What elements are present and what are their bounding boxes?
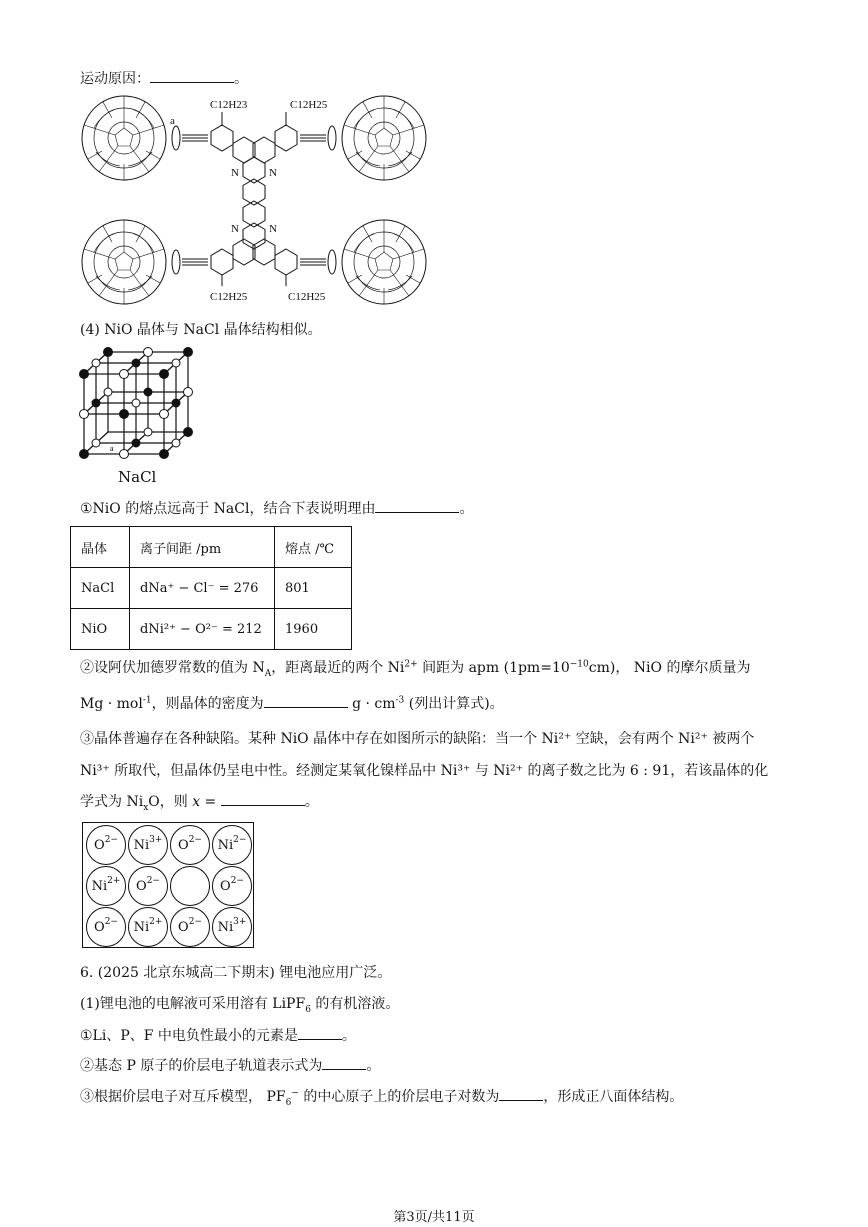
q6-sub2: ②基态 P 原子的价层电子轨道表示式为 。	[80, 1055, 380, 1075]
answer-blank[interactable]	[298, 1025, 342, 1040]
ion-symbol: O	[220, 878, 231, 894]
nacl-unit-cell-figure	[76, 346, 196, 462]
sub2-line2: Mg · mol$^{-1}$，则晶体的密度为 $g \cdot cm^{-3}$ (列出计算式)。	[80, 693, 504, 713]
ion-symbol: O	[94, 837, 105, 853]
ion-symbol: Ni	[133, 837, 150, 853]
ion-charge: 2−	[104, 835, 118, 845]
table-row: NaCl dNa⁺ − Cl⁻ = 276 801	[71, 568, 352, 609]
motion-reason-label: 运动原因：	[80, 71, 150, 87]
answer-blank[interactable]	[264, 693, 348, 708]
q6-sub3: ③根据价层电子对互斥模型， $PF_6^-$ 的中心原子上的价层电子对数为 ，形成正八面体结构。	[80, 1086, 683, 1108]
answer-blank[interactable]	[221, 791, 305, 806]
sub3-line1: ③晶体普遍存在各种缺陷。某种 NiO 晶体中存在如图所示的缺陷：当一个 Ni²⁺ 空缺，会有两个 Ni²⁺ 被两个	[80, 731, 755, 747]
sub3-line3: 学式为 $Ni_xO$，则 x = 。	[80, 791, 319, 813]
ion-charge: 3+	[233, 917, 247, 927]
q6-part1: (1)锂电池的电解液可采用溶有 LiPF$_6$ 的有机溶液。	[80, 996, 400, 1015]
ion-symbol: O	[178, 919, 189, 935]
rotation-label-a: a	[170, 115, 175, 127]
ion-charge: 2−	[104, 917, 118, 927]
ion-charge: 2−	[188, 917, 202, 927]
q6-title: 6. (2025 北京东城高二下期末) 锂电池应用广泛。	[80, 965, 392, 981]
melting-point-table	[70, 526, 352, 650]
vacancy-circle	[170, 866, 210, 906]
sub1-line: ①NiO 的熔点远高于 NaCl，结合下表说明理由 。	[80, 498, 473, 518]
ion-circle	[170, 825, 210, 865]
ion-charge: 2−	[188, 835, 202, 845]
ion-circle	[86, 907, 126, 947]
ion-charge: 2+	[107, 876, 121, 886]
table-row: NiO dNi²⁺ − O²⁻ = 212 1960	[71, 609, 352, 650]
chain-label-bottom-right: C12H25	[288, 291, 326, 303]
cube-edge-label: a	[110, 444, 114, 453]
answer-blank[interactable]	[499, 1086, 543, 1101]
nitrogen-label: N	[231, 223, 239, 235]
ion-charge: 2−	[146, 876, 160, 886]
chain-label-bottom-left: C12H25	[210, 291, 248, 303]
part4-intro: (4) NiO 晶体与 NaCl 晶体结构相似。	[80, 322, 322, 338]
ion-circle	[212, 866, 252, 906]
chain-label-top-right: C12H25	[290, 99, 328, 111]
ion-symbol: O	[136, 878, 147, 894]
answer-blank[interactable]	[322, 1055, 366, 1070]
q6-sub1: ①Li、P、F 中电负性最小的元素是 。	[80, 1025, 356, 1045]
nitrogen-label: N	[269, 167, 277, 179]
ion-symbol: Ni	[217, 837, 234, 853]
ion-charge: 2−	[230, 876, 244, 886]
ion-charge: 2−	[233, 835, 247, 845]
ion-symbol: Ni	[217, 919, 234, 935]
sub3-line2: Ni³⁺ 所取代，但晶体仍呈电中性。经测定某氧化镍样品中 Ni³⁺ 与 Ni²⁺ 的离子数之比为 6 : 91，若该晶体的化	[80, 763, 769, 779]
sub2-line1: ②设阿伏加德罗常数的值为 $N_A$，距离最近的两个 $Ni^{2+}$ 间距为 apm $(1pm=10^{-10}cm)$， NiO 的摩尔质量为	[80, 659, 751, 679]
ion-circle	[212, 907, 252, 947]
motion-reason-line: 运动原因： 。	[80, 68, 248, 88]
ion-charge: 2+	[149, 917, 163, 927]
ion-symbol: Ni	[133, 919, 150, 935]
ion-circle	[128, 907, 168, 947]
ion-circle	[212, 825, 252, 865]
ion-symbol: Ni	[91, 878, 108, 894]
chain-label-top-left: C12H23	[210, 99, 248, 111]
fullerene-molecule-figure	[76, 92, 436, 308]
ion-circle	[170, 907, 210, 947]
table-header-row: 晶体 离子间距 /pm 熔点 /℃	[71, 527, 352, 568]
ion-circle	[86, 866, 126, 906]
ion-symbol: O	[94, 919, 105, 935]
ion-circle	[128, 866, 168, 906]
nacl-caption: NaCl	[118, 468, 157, 486]
ion-circle	[86, 825, 126, 865]
answer-blank[interactable]	[150, 68, 234, 83]
ion-symbol: O	[178, 837, 189, 853]
nitrogen-label: N	[269, 223, 277, 235]
nitrogen-label: N	[231, 167, 239, 179]
page-number: 第3页/共11页	[393, 1210, 475, 1225]
answer-blank[interactable]	[375, 498, 459, 513]
nio-defect-figure	[82, 822, 254, 948]
ion-charge: 3+	[149, 835, 163, 845]
ion-circle	[128, 825, 168, 865]
